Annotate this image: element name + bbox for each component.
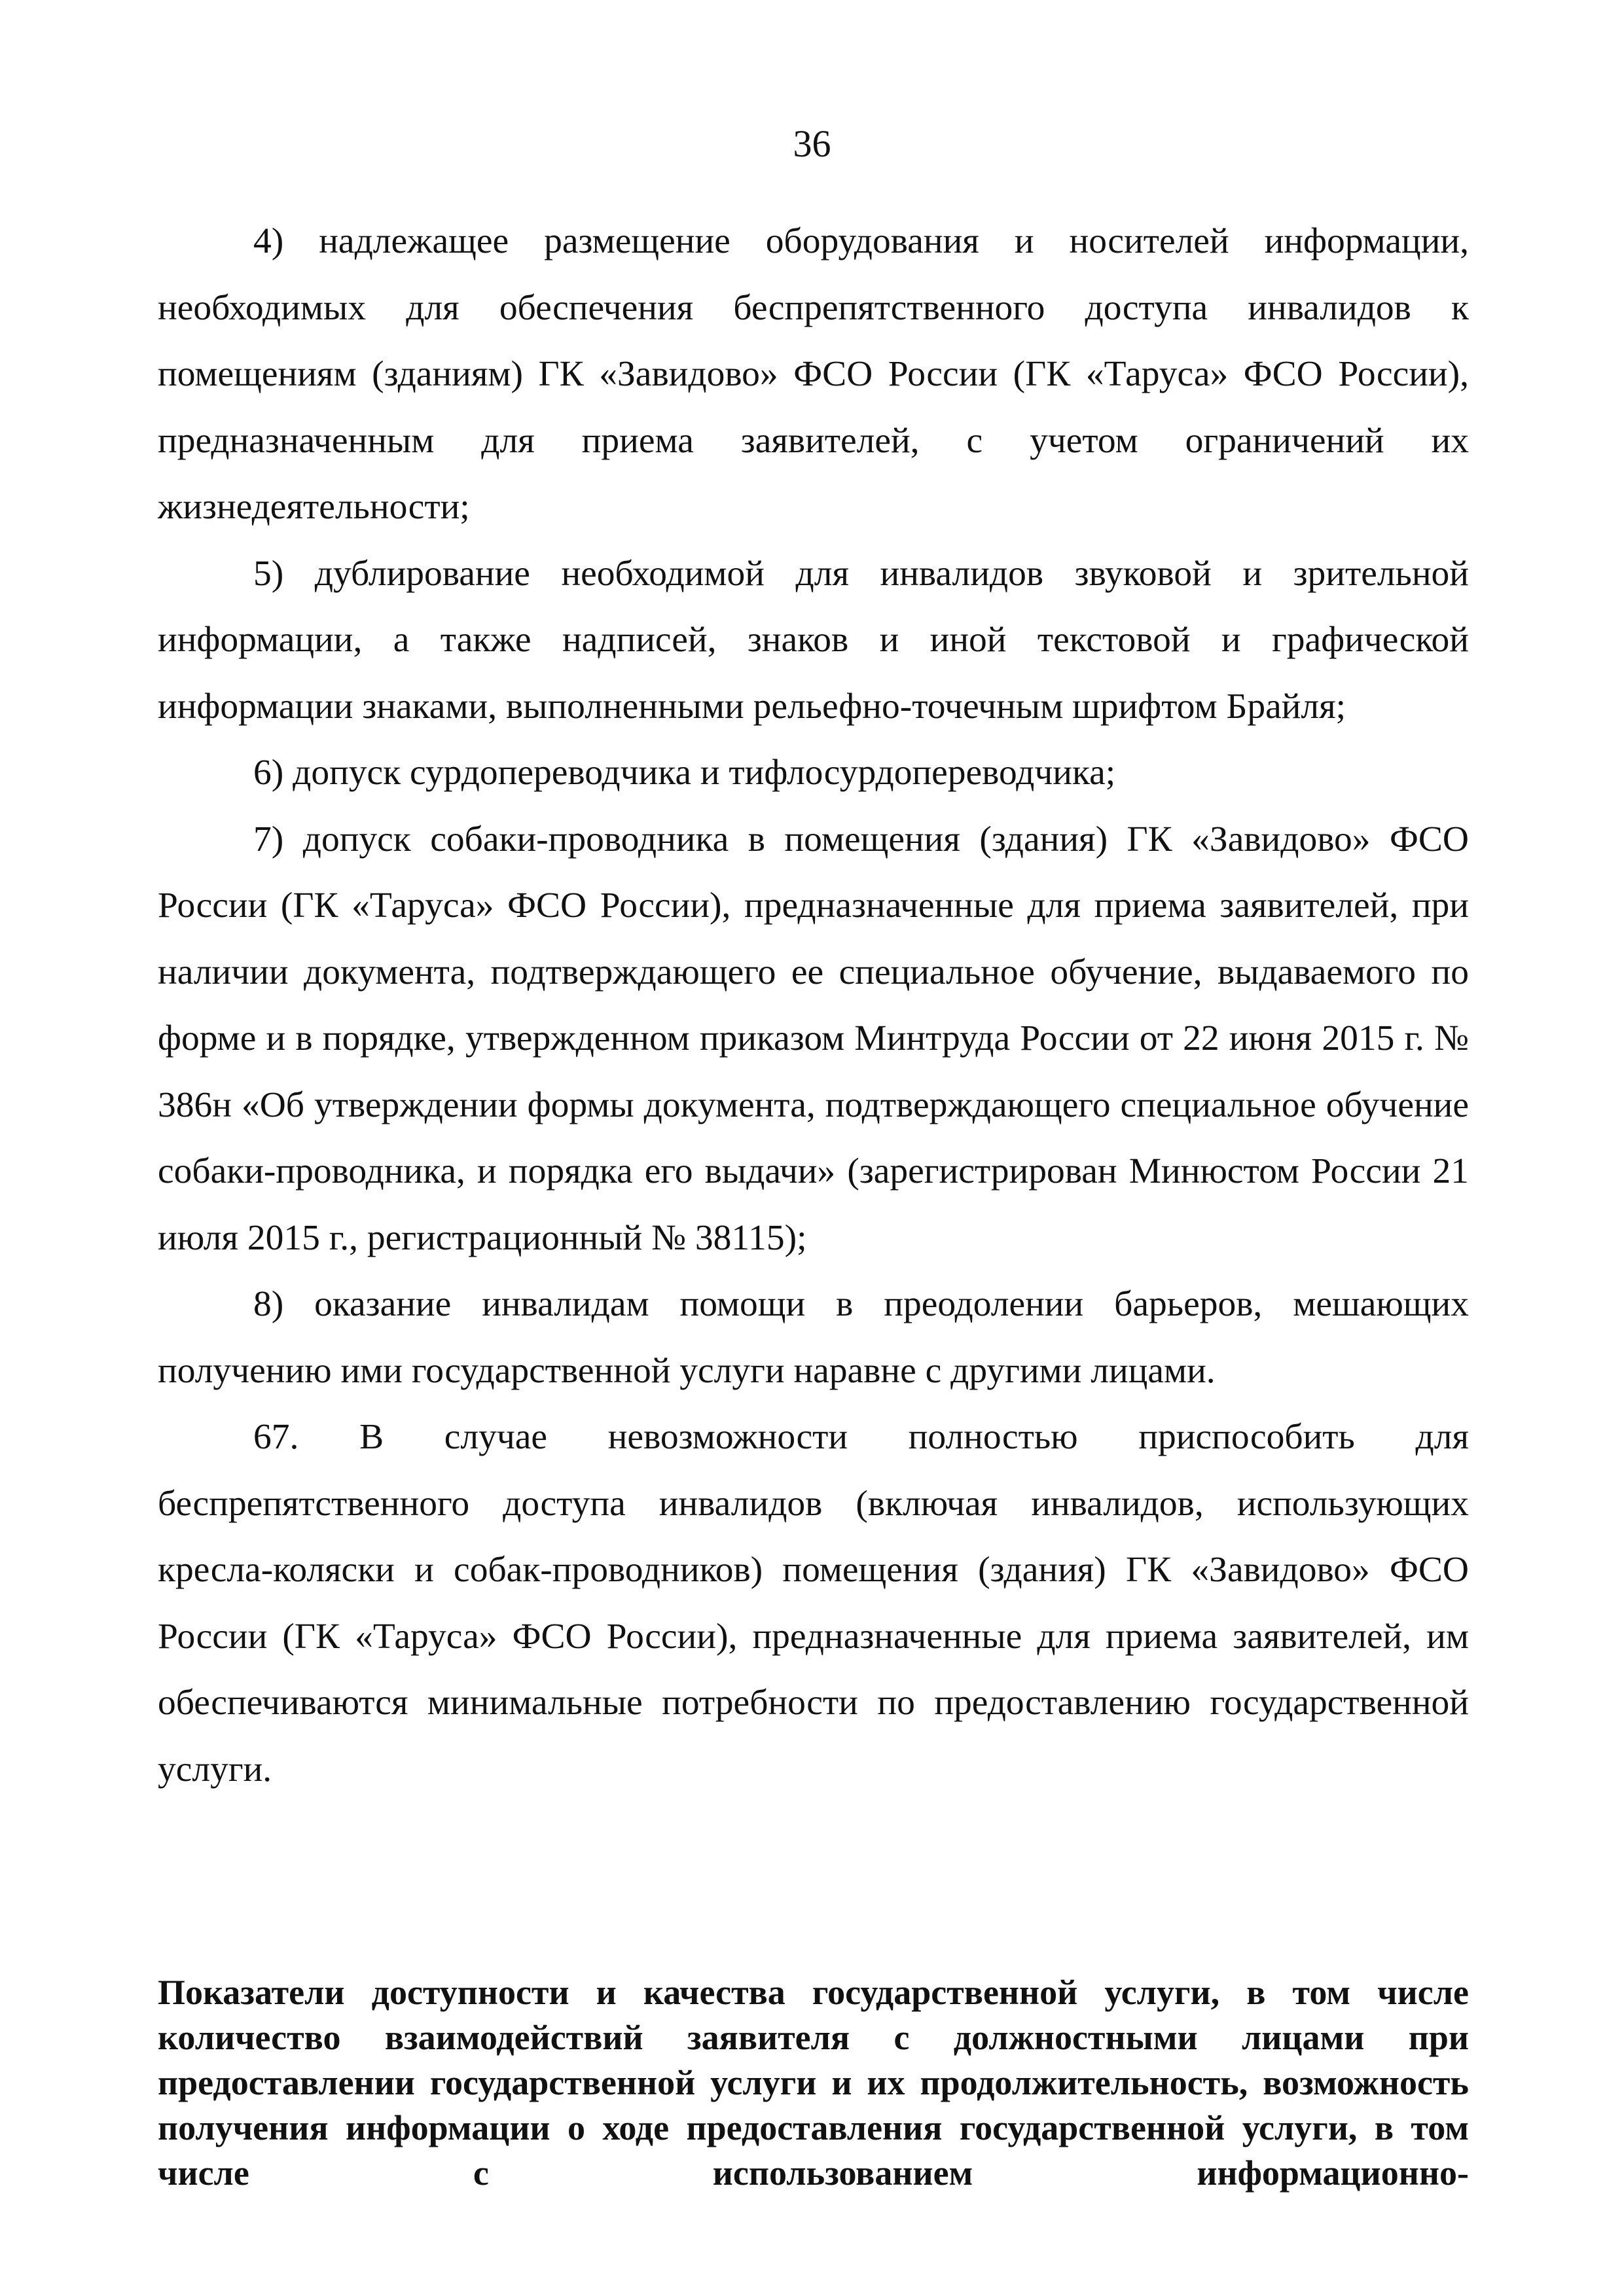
section-heading: Показатели доступности и качества государственной услуги, в том числе количество взаимодействий заявителя с должностными лицами при предоставлении государственной услуги и их продолжительность, возможность получения информации о ходе предоставления государственной услуги, в том числе с использованием информационно- bbox=[158, 1973, 1469, 2193]
paragraph-clause-67: 67. В случае невозможности полностью приспособить для беспрепятственного доступа инвалидов (включая инвалидов, использующих кресла-коляски и собак-проводников) помещения (здания) ГК «Завидово» ФСО России (ГК «Таруса» ФСО России), предназначенные для приема заявителей, им обеспечиваются минимальные потребности по предоставлению государственной услуги. bbox=[158, 1417, 1469, 1789]
paragraph-item-8: 8) оказание инвалидам помощи в преодолении барьеров, мешающих получению ими государственной услуги наравне с другими лицами. bbox=[158, 1284, 1469, 1391]
paragraph-item-7: 7) допуск собаки-проводника в помещения (здания) ГК «Завидово» ФСО России (ГК «Таруса» ФСО России), предназначенные для приема заявителей, при наличии документа, подтверждающего ее специальное обучение, выдаваемого по форме и в порядке, утвержденном приказом Минтруда России от 22 июня 2015 г. № 386н «Об утверждении формы документа, подтверждающего специальное обучение собаки-проводника, и порядка его выдачи» (зарегистрирован Минюстом России 21 июля 2015 г., регистрационный № 38115); bbox=[158, 819, 1469, 1258]
document-body bbox=[158, 208, 1469, 1803]
paragraph-item-4: 4) надлежащее размещение оборудования и носителей информации, необходимых для обеспечения беспрепятственного доступа инвалидов к помещениям (зданиям) ГК «Завидово» ФСО России (ГК «Таруса» ФСО России), предназначенным для приема заявителей, с учетом ограничений их жизнедеятельности; bbox=[158, 221, 1469, 527]
page-number: 36 bbox=[793, 122, 831, 165]
paragraph-item-6: 6) допуск сурдопереводчика и тифлосурдопереводчика; bbox=[253, 753, 1116, 793]
paragraph-item-5: 5) дублирование необходимой для инвалидов звуковой и зрительной информации, а также надписей, знаков и иной текстовой и графической информации знаками, выполненными рельефно-точечным шрифтом Брайля; bbox=[158, 553, 1469, 726]
